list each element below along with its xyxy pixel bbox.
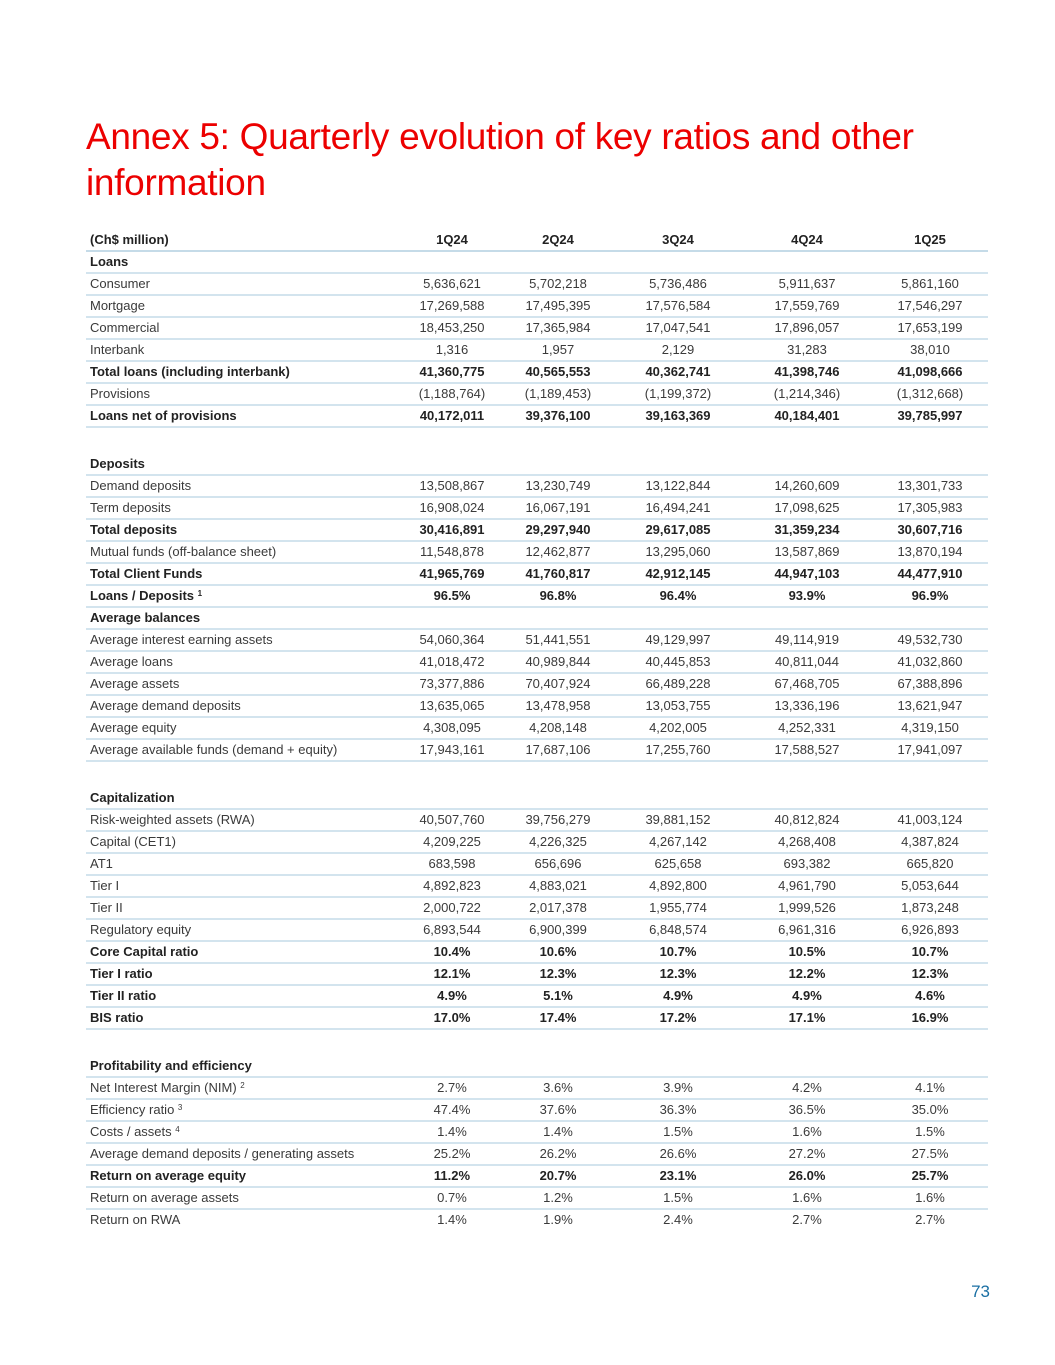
row-label: Capital (CET1) (86, 831, 386, 853)
row-label-text: Net Interest Margin (NIM) (90, 1080, 237, 1095)
row-label: Average loans (86, 651, 386, 673)
cell-3q24: 16,494,241 (614, 497, 742, 519)
row-label: Tier II ratio (86, 985, 386, 1007)
cell-4q24: 1.6% (742, 1121, 872, 1143)
table-row (86, 339, 988, 361)
cell-1q25: 17,653,199 (872, 317, 988, 339)
cell-2q24: 1.2% (502, 1187, 614, 1209)
spacer-row (86, 761, 988, 788)
section-loans (86, 251, 988, 273)
table-row (86, 853, 988, 875)
cell-4q24: 17,896,057 (742, 317, 872, 339)
cell-3q24: 13,295,060 (614, 541, 742, 563)
header-1q24: 1Q24 (386, 229, 502, 251)
header-4q24: 4Q24 (742, 229, 872, 251)
cell-4q24: 17,098,625 (742, 497, 872, 519)
cell-1q24: 13,635,065 (386, 695, 502, 717)
cell-3q24: 2,129 (614, 339, 742, 361)
header-2q24: 2Q24 (502, 229, 614, 251)
cell-3q24: 12.3% (614, 963, 742, 985)
cell-1q24: 30,416,891 (386, 519, 502, 541)
row-label-text: Costs / assets (90, 1124, 172, 1139)
footnote-marker: 3 (177, 1103, 183, 1112)
row-label: Average interest earning assets (86, 629, 386, 651)
cell-3q24: 5,736,486 (614, 273, 742, 295)
row-label: Average demand deposits / generating assets (86, 1143, 386, 1165)
cell-2q24: 12,462,877 (502, 541, 614, 563)
header-3q24: 3Q24 (614, 229, 742, 251)
cell-4q24: 31,359,234 (742, 519, 872, 541)
cell-1q24: 17,943,161 (386, 739, 502, 761)
cell-4q24: 44,947,103 (742, 563, 872, 585)
table-row (86, 875, 988, 897)
cell-3q24: 40,445,853 (614, 651, 742, 673)
cell-2q24: 29,297,940 (502, 519, 614, 541)
cell-4q24: 40,811,044 (742, 651, 872, 673)
cell-4q24: 4,268,408 (742, 831, 872, 853)
section-title: Profitability and efficiency (86, 1056, 988, 1077)
cell-4q24: 693,382 (742, 853, 872, 875)
footnote-marker: 2 (240, 1081, 245, 1090)
row-label: Tier I ratio (86, 963, 386, 985)
row-label: Consumer (86, 273, 386, 295)
cell-1q24: 6,893,544 (386, 919, 502, 941)
row-label (86, 585, 386, 607)
cell-4q24: 10.5% (742, 941, 872, 963)
cell-4q24: 17.1% (742, 1007, 872, 1029)
cell-1q25: 12.3% (872, 963, 988, 985)
cell-1q24: 4,892,823 (386, 875, 502, 897)
cell-1q24: 16,908,024 (386, 497, 502, 519)
cell-1q25: 38,010 (872, 339, 988, 361)
cell-1q25: 1,873,248 (872, 897, 988, 919)
table-row (86, 831, 988, 853)
cell-2q24: 40,989,844 (502, 651, 614, 673)
cell-1q24: 41,018,472 (386, 651, 502, 673)
table-row (86, 1187, 988, 1209)
cell-1q25: 17,941,097 (872, 739, 988, 761)
table-row (86, 919, 988, 941)
spacer-row (86, 427, 988, 454)
cell-2q24: 39,376,100 (502, 405, 614, 427)
table-row (86, 651, 988, 673)
table-row (86, 897, 988, 919)
cell-2q24: 13,230,749 (502, 475, 614, 497)
row-label: Total Client Funds (86, 563, 386, 585)
cell-2q24: 1.4% (502, 1121, 614, 1143)
cell-1q25: 665,820 (872, 853, 988, 875)
cell-4q24: 13,336,196 (742, 695, 872, 717)
row-label: Average available funds (demand + equity) (86, 739, 386, 761)
cell-2q24: 5.1% (502, 985, 614, 1007)
cell-1q25: 4,387,824 (872, 831, 988, 853)
key-ratios-table (86, 229, 988, 1230)
table-row (86, 317, 988, 339)
section-profitability (86, 1056, 988, 1077)
table-row (86, 563, 988, 585)
row-label: Mutual funds (off-balance sheet) (86, 541, 386, 563)
row-label: Return on average assets (86, 1187, 386, 1209)
cell-1q25: 2.7% (915, 1212, 945, 1227)
cell-2q24: 4,226,325 (502, 831, 614, 853)
section-title: Deposits (86, 454, 988, 475)
cell-2q24: 4,883,021 (502, 875, 614, 897)
cell-1q25: 6,926,893 (872, 919, 988, 941)
cell-2q24: 20.7% (502, 1165, 614, 1187)
row-label: Return on average equity (86, 1165, 386, 1187)
cell-1q24: 4.9% (386, 985, 502, 1007)
cell-1q25: 44,477,910 (872, 563, 988, 585)
table-header-row (86, 229, 988, 251)
cell-4q24: 36.5% (742, 1099, 872, 1121)
cell-1q25: 13,301,733 (872, 475, 988, 497)
cell-3q24: 3.9% (614, 1077, 742, 1099)
row-label: Provisions (86, 383, 386, 405)
cell-3q24: 1.5% (614, 1187, 742, 1209)
cell-4q24: 27.2% (742, 1143, 872, 1165)
cell-1q24: 4,209,225 (386, 831, 502, 853)
cell-1q25: 1.5% (872, 1121, 988, 1143)
cell-4q24: 40,812,824 (742, 809, 872, 831)
cell-3q24: 96.4% (614, 585, 742, 607)
cell-3q24: 13,122,844 (614, 475, 742, 497)
page-title: Annex 5: Quarterly evolution of key ratios and other information (86, 116, 914, 203)
cell-2q24: 5,702,218 (502, 273, 614, 295)
cell-3q24: 29,617,085 (614, 519, 742, 541)
row-label: Interbank (86, 339, 386, 361)
row-label: Commercial (86, 317, 386, 339)
cell-1q24: 47.4% (386, 1099, 502, 1121)
cell-2q24: 13,478,958 (502, 695, 614, 717)
cell-1q24: 40,507,760 (386, 809, 502, 831)
cell-2q24: 70,407,924 (502, 673, 614, 695)
cell-3q24: 39,881,152 (614, 809, 742, 831)
cell-3q24: 40,362,741 (614, 361, 742, 383)
cell-2q24: 17,365,984 (502, 317, 614, 339)
cell-1q24: 17,269,588 (386, 295, 502, 317)
row-label: Tier II (86, 897, 386, 919)
cell-4q24: 17,559,769 (742, 295, 872, 317)
cell-2q24: 1,957 (502, 339, 614, 361)
table-row (86, 739, 988, 761)
row-label: Tier I (86, 875, 386, 897)
cell-2q24: 16,067,191 (502, 497, 614, 519)
cell-4q24: 4,961,790 (742, 875, 872, 897)
cell-1q24: 73,377,886 (386, 673, 502, 695)
table-row (86, 629, 988, 651)
cell-4q24: 4.9% (742, 985, 872, 1007)
table-row (86, 361, 988, 383)
cell-1q24: 0.7% (386, 1187, 502, 1209)
cell-1q24: 12.1% (386, 963, 502, 985)
row-label: Term deposits (86, 497, 386, 519)
table-row (86, 1209, 988, 1230)
table-row (86, 383, 988, 405)
cell-1q25: 1.6% (872, 1187, 988, 1209)
cell-1q24: 2.7% (386, 1077, 502, 1099)
row-label-text: Efficiency ratio (90, 1102, 175, 1117)
cell-1q24: 1.4% (386, 1121, 502, 1143)
cell-4q24: 14,260,609 (742, 475, 872, 497)
cell-4q24: 13,587,869 (742, 541, 872, 563)
table-row (86, 541, 988, 563)
cell-1q24: 11.2% (386, 1165, 502, 1187)
table-row (86, 1077, 988, 1099)
row-label: AT1 (86, 853, 386, 875)
table-row (86, 273, 988, 295)
row-label-text: Loans / Deposits (90, 588, 195, 603)
cell-2q24: (1,189,453) (502, 383, 614, 405)
row-label: Regulatory equity (86, 919, 386, 941)
cell-3q24: 42,912,145 (614, 563, 742, 585)
cell-3q24: 39,163,369 (614, 405, 742, 427)
cell-2q24: 26.2% (502, 1143, 614, 1165)
cell-2q24: 17.4% (502, 1007, 614, 1029)
cell-1q25: 4.6% (872, 985, 988, 1007)
table-row (86, 1143, 988, 1165)
cell-1q24: 13,508,867 (386, 475, 502, 497)
cell-3q24: (1,199,372) (614, 383, 742, 405)
cell-3q24: 4,202,005 (614, 717, 742, 739)
cell-3q24: 17,255,760 (614, 739, 742, 761)
cell-2q24: 51,441,551 (502, 629, 614, 651)
cell-3q24: 23.1% (614, 1165, 742, 1187)
cell-2q24: 17,687,106 (502, 739, 614, 761)
row-label: Risk-weighted assets (RWA) (86, 809, 386, 831)
cell-1q24: 11,548,878 (386, 541, 502, 563)
table-row (86, 717, 988, 739)
table-row (86, 809, 988, 831)
cell-1q24: 25.2% (386, 1143, 502, 1165)
cell-3q24: 1,955,774 (614, 897, 742, 919)
cell-3q24: 625,658 (614, 853, 742, 875)
cell-4q24: 12.2% (742, 963, 872, 985)
cell-4q24: 17,588,527 (742, 739, 872, 761)
cell-1q24: 10.4% (386, 941, 502, 963)
cell-2q24: 2,017,378 (502, 897, 614, 919)
row-label: Total loans (including interbank) (86, 361, 386, 383)
cell-1q24: 17.0% (386, 1007, 502, 1029)
row-label: Core Capital ratio (86, 941, 386, 963)
cell-1q25: 17,305,983 (872, 497, 988, 519)
cell-2q24: 656,696 (502, 853, 614, 875)
cell-4q24: 93.9% (742, 585, 872, 607)
cell-2q24: 37.6% (502, 1099, 614, 1121)
cell-1q24: 96.5% (386, 585, 502, 607)
row-label: Total deposits (86, 519, 386, 541)
cell-1q25: 27.5% (872, 1143, 988, 1165)
row-label: Average assets (86, 673, 386, 695)
table-row (86, 585, 988, 607)
cell-1q24: 41,965,769 (386, 563, 502, 585)
cell-1q24: 2,000,722 (386, 897, 502, 919)
cell-2q24: 10.6% (502, 941, 614, 963)
table-row (86, 497, 988, 519)
cell-2q24: 41,760,817 (502, 563, 614, 585)
row-label: Average equity (86, 717, 386, 739)
cell-1q25: 67,388,896 (872, 673, 988, 695)
cell-3q24: 4.9% (614, 985, 742, 1007)
cell-3q24: 49,129,997 (614, 629, 742, 651)
cell-1q25: 17,546,297 (872, 295, 988, 317)
cell-1q25: 41,003,124 (872, 809, 988, 831)
cell-4q24: 26.0% (742, 1165, 872, 1187)
footnote-marker: 1 (197, 589, 203, 598)
cell-3q24: 6,848,574 (614, 919, 742, 941)
cell-2q24: 40,565,553 (502, 361, 614, 383)
cell-1q24: 1,316 (386, 339, 502, 361)
cell-4q24: 5,911,637 (742, 273, 872, 295)
cell-3q24: 1.5% (614, 1121, 742, 1143)
cell-4q24: 31,283 (742, 339, 872, 361)
cell-1q25: 4,319,150 (872, 717, 988, 739)
cell-1q24: (1,188,764) (386, 383, 502, 405)
cell-2q24: 3.6% (502, 1077, 614, 1099)
cell-4q24: 4,252,331 (742, 717, 872, 739)
table-row (86, 1099, 988, 1121)
cell-1q25: 16.9% (872, 1007, 988, 1029)
table-row (86, 1165, 988, 1187)
section-title: Capitalization (86, 788, 988, 809)
page-number: 73 (971, 1282, 990, 1301)
cell-1q24: 54,060,364 (386, 629, 502, 651)
cell-3q24: 66,489,228 (614, 673, 742, 695)
cell-1q25: 13,870,194 (872, 541, 988, 563)
section-average-balances (86, 607, 988, 629)
row-label: Mortgage (86, 295, 386, 317)
cell-1q25: 4.1% (872, 1077, 988, 1099)
table-row (86, 295, 988, 317)
cell-3q24: 2.4% (663, 1212, 693, 1227)
cell-1q25: 96.9% (872, 585, 988, 607)
cell-1q25: 41,032,860 (872, 651, 988, 673)
cell-1q25: 41,098,666 (872, 361, 988, 383)
cell-4q24: 6,961,316 (742, 919, 872, 941)
table-row (86, 1007, 988, 1029)
table-row (86, 475, 988, 497)
cell-2q24: 96.8% (502, 585, 614, 607)
cell-2q24: 17,495,395 (502, 295, 614, 317)
cell-3q24: 4,267,142 (614, 831, 742, 853)
cell-1q25: 25.7% (872, 1165, 988, 1187)
cell-1q24: 683,598 (386, 853, 502, 875)
row-label (86, 1099, 386, 1121)
cell-1q24: 41,360,775 (386, 361, 502, 383)
footnote-marker: 4 (175, 1125, 180, 1134)
cell-3q24: 26.6% (614, 1143, 742, 1165)
cell-4q24: 67,468,705 (742, 673, 872, 695)
cell-3q24: 17.2% (614, 1007, 742, 1029)
cell-1q24: 1.4% (437, 1212, 467, 1227)
cell-4q24: (1,214,346) (742, 383, 872, 405)
cell-1q24: 18,453,250 (386, 317, 502, 339)
cell-2q24: 6,900,399 (502, 919, 614, 941)
table-row (86, 673, 988, 695)
section-title: Average balances (86, 607, 988, 629)
cell-1q24: 5,636,621 (386, 273, 502, 295)
table-row (86, 695, 988, 717)
cell-1q25: 39,785,997 (872, 405, 988, 427)
cell-4q24: 40,184,401 (742, 405, 872, 427)
cell-1q25: 30,607,716 (872, 519, 988, 541)
cell-4q24: 49,114,919 (742, 629, 872, 651)
header-unit: (Ch$ million) (86, 229, 386, 251)
cell-4q24: 1.6% (742, 1187, 872, 1209)
row-label: Average demand deposits (86, 695, 386, 717)
section-capitalization (86, 788, 988, 809)
cell-4q24: 41,398,746 (742, 361, 872, 383)
row-label (86, 1077, 386, 1099)
cell-1q25: 5,861,160 (872, 273, 988, 295)
header-1q25: 1Q25 (872, 229, 988, 251)
table-row (86, 519, 988, 541)
table-row (86, 941, 988, 963)
cell-2q24: 39,756,279 (502, 809, 614, 831)
table-row (86, 1121, 988, 1143)
cell-1q25: (1,312,668) (872, 383, 988, 405)
cell-1q25: 35.0% (872, 1099, 988, 1121)
cell-3q24: 17,047,541 (614, 317, 742, 339)
section-title: Loans (86, 251, 988, 273)
table-row (86, 963, 988, 985)
row-label: Demand deposits (86, 475, 386, 497)
cell-4q24: 4.2% (742, 1077, 872, 1099)
cell-4q24: 2.7% (792, 1212, 822, 1227)
row-label: Return on RWA (90, 1212, 181, 1227)
table-row (86, 985, 988, 1007)
cell-1q24: 40,172,011 (386, 405, 502, 427)
spacer-row (86, 1029, 988, 1056)
cell-1q25: 13,621,947 (872, 695, 988, 717)
cell-4q24: 1,999,526 (742, 897, 872, 919)
cell-3q24: 13,053,755 (614, 695, 742, 717)
row-label: BIS ratio (86, 1007, 386, 1029)
cell-2q24: 1.9% (543, 1212, 573, 1227)
row-label: Loans net of provisions (86, 405, 386, 427)
cell-1q25: 5,053,644 (872, 875, 988, 897)
row-label (86, 1121, 386, 1143)
cell-3q24: 17,576,584 (614, 295, 742, 317)
section-deposits (86, 454, 988, 475)
cell-1q25: 10.7% (872, 941, 988, 963)
cell-3q24: 36.3% (614, 1099, 742, 1121)
cell-2q24: 12.3% (502, 963, 614, 985)
cell-1q24: 4,308,095 (386, 717, 502, 739)
cell-1q25: 49,532,730 (872, 629, 988, 651)
cell-2q24: 4,208,148 (502, 717, 614, 739)
cell-3q24: 4,892,800 (614, 875, 742, 897)
cell-3q24: 10.7% (614, 941, 742, 963)
table-row (86, 405, 988, 427)
